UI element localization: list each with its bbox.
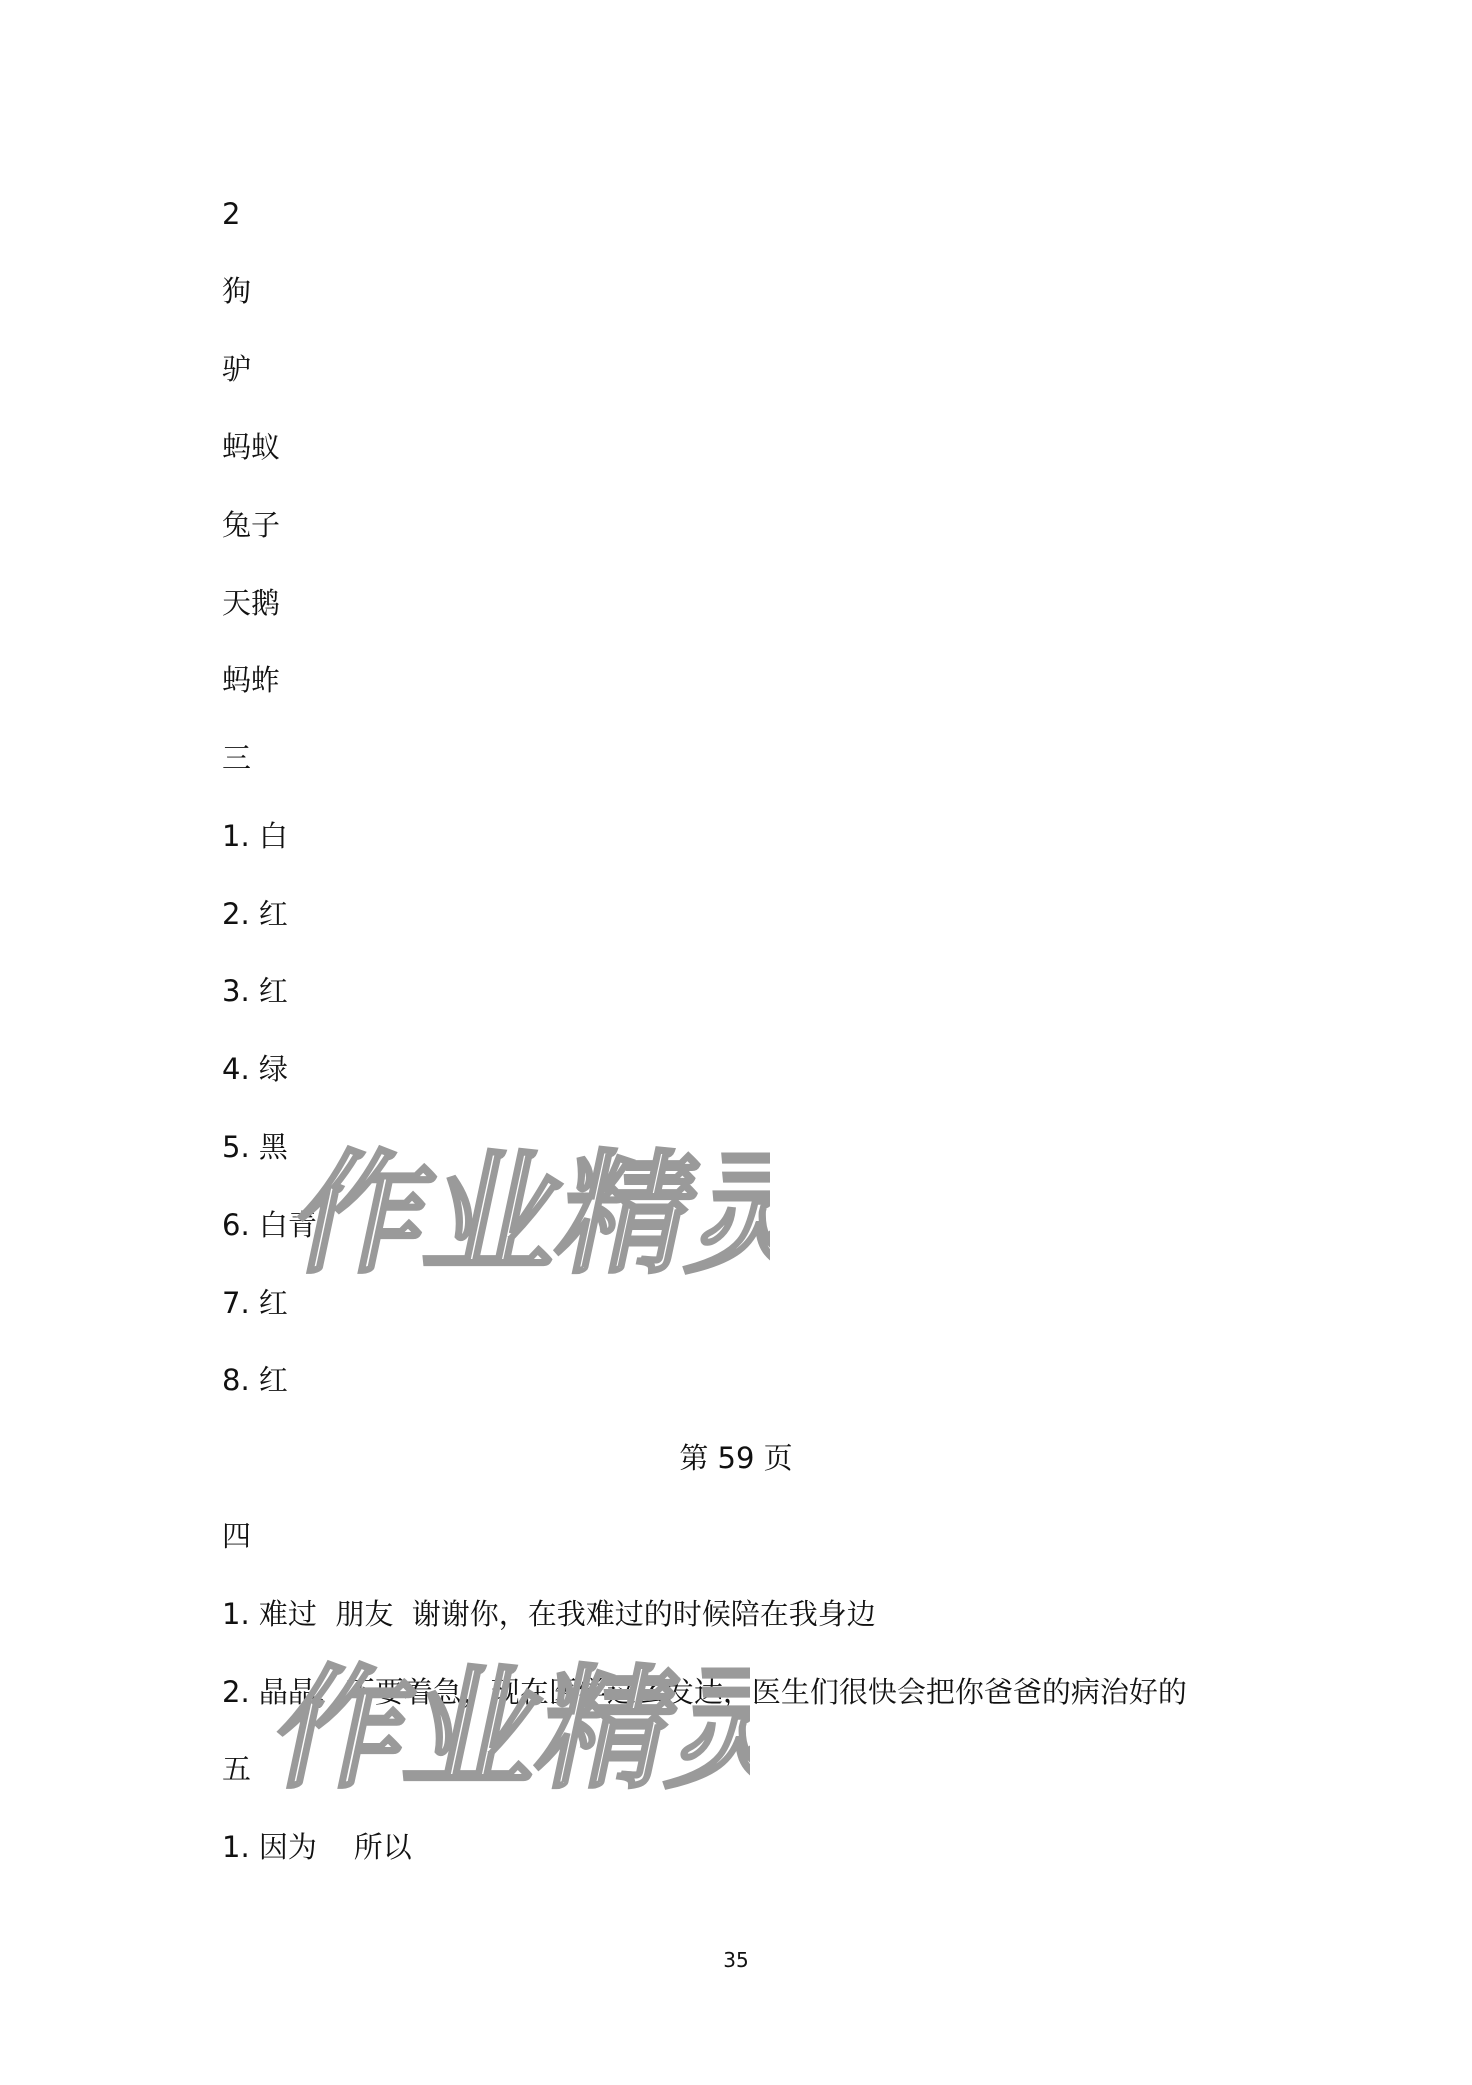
answer-line-11: 4. 绿 xyxy=(222,1052,288,1086)
page-heading: 第 59 页 xyxy=(679,1441,793,1475)
answer-line-15: 8. 红 xyxy=(222,1363,288,1397)
answer-line-5: 兔子 xyxy=(222,508,281,542)
watermark-lower xyxy=(270,1625,750,1829)
answer-line-4: 蚂蚁 xyxy=(222,430,281,464)
svg-text:作业精灵: 作业精灵 xyxy=(290,1138,770,1292)
answer-line-13: 6. 白青 xyxy=(222,1208,317,1242)
answer-line-18: 1. 因为 所以 xyxy=(222,1830,412,1864)
answer-line-6: 天鹅 xyxy=(222,586,281,620)
answer-line-10: 3. 红 xyxy=(222,974,288,1008)
answer-line-8: 1. 白 xyxy=(222,819,288,853)
answer-line-1: 2 xyxy=(222,197,241,231)
answer-line-9: 2. 红 xyxy=(222,897,288,931)
answer-line-12: 5. 黑 xyxy=(222,1130,288,1164)
watermark-upper xyxy=(290,1110,770,1314)
section-heading-5: 五 xyxy=(222,1752,252,1786)
answer-line-3: 驴 xyxy=(222,352,252,386)
answer-line-16: 1. 难过 朋友 谢谢你，在我难过的时候陪在我身边 xyxy=(222,1597,876,1631)
section-heading-3: 三 xyxy=(222,741,252,775)
answer-line-7: 蚂蚱 xyxy=(222,663,281,697)
page-number: 35 xyxy=(723,1948,749,1972)
answer-line-17: 2. 晶晶，不要着急，现在医学这么发达，医生们很快会把你爸爸的病治好的 xyxy=(222,1675,1187,1709)
svg-text:作业精灵: 作业精灵 xyxy=(270,1653,750,1807)
answer-line-14: 7. 红 xyxy=(222,1286,288,1320)
answer-line-2: 狗 xyxy=(222,274,252,308)
section-heading-4: 四 xyxy=(222,1519,252,1553)
